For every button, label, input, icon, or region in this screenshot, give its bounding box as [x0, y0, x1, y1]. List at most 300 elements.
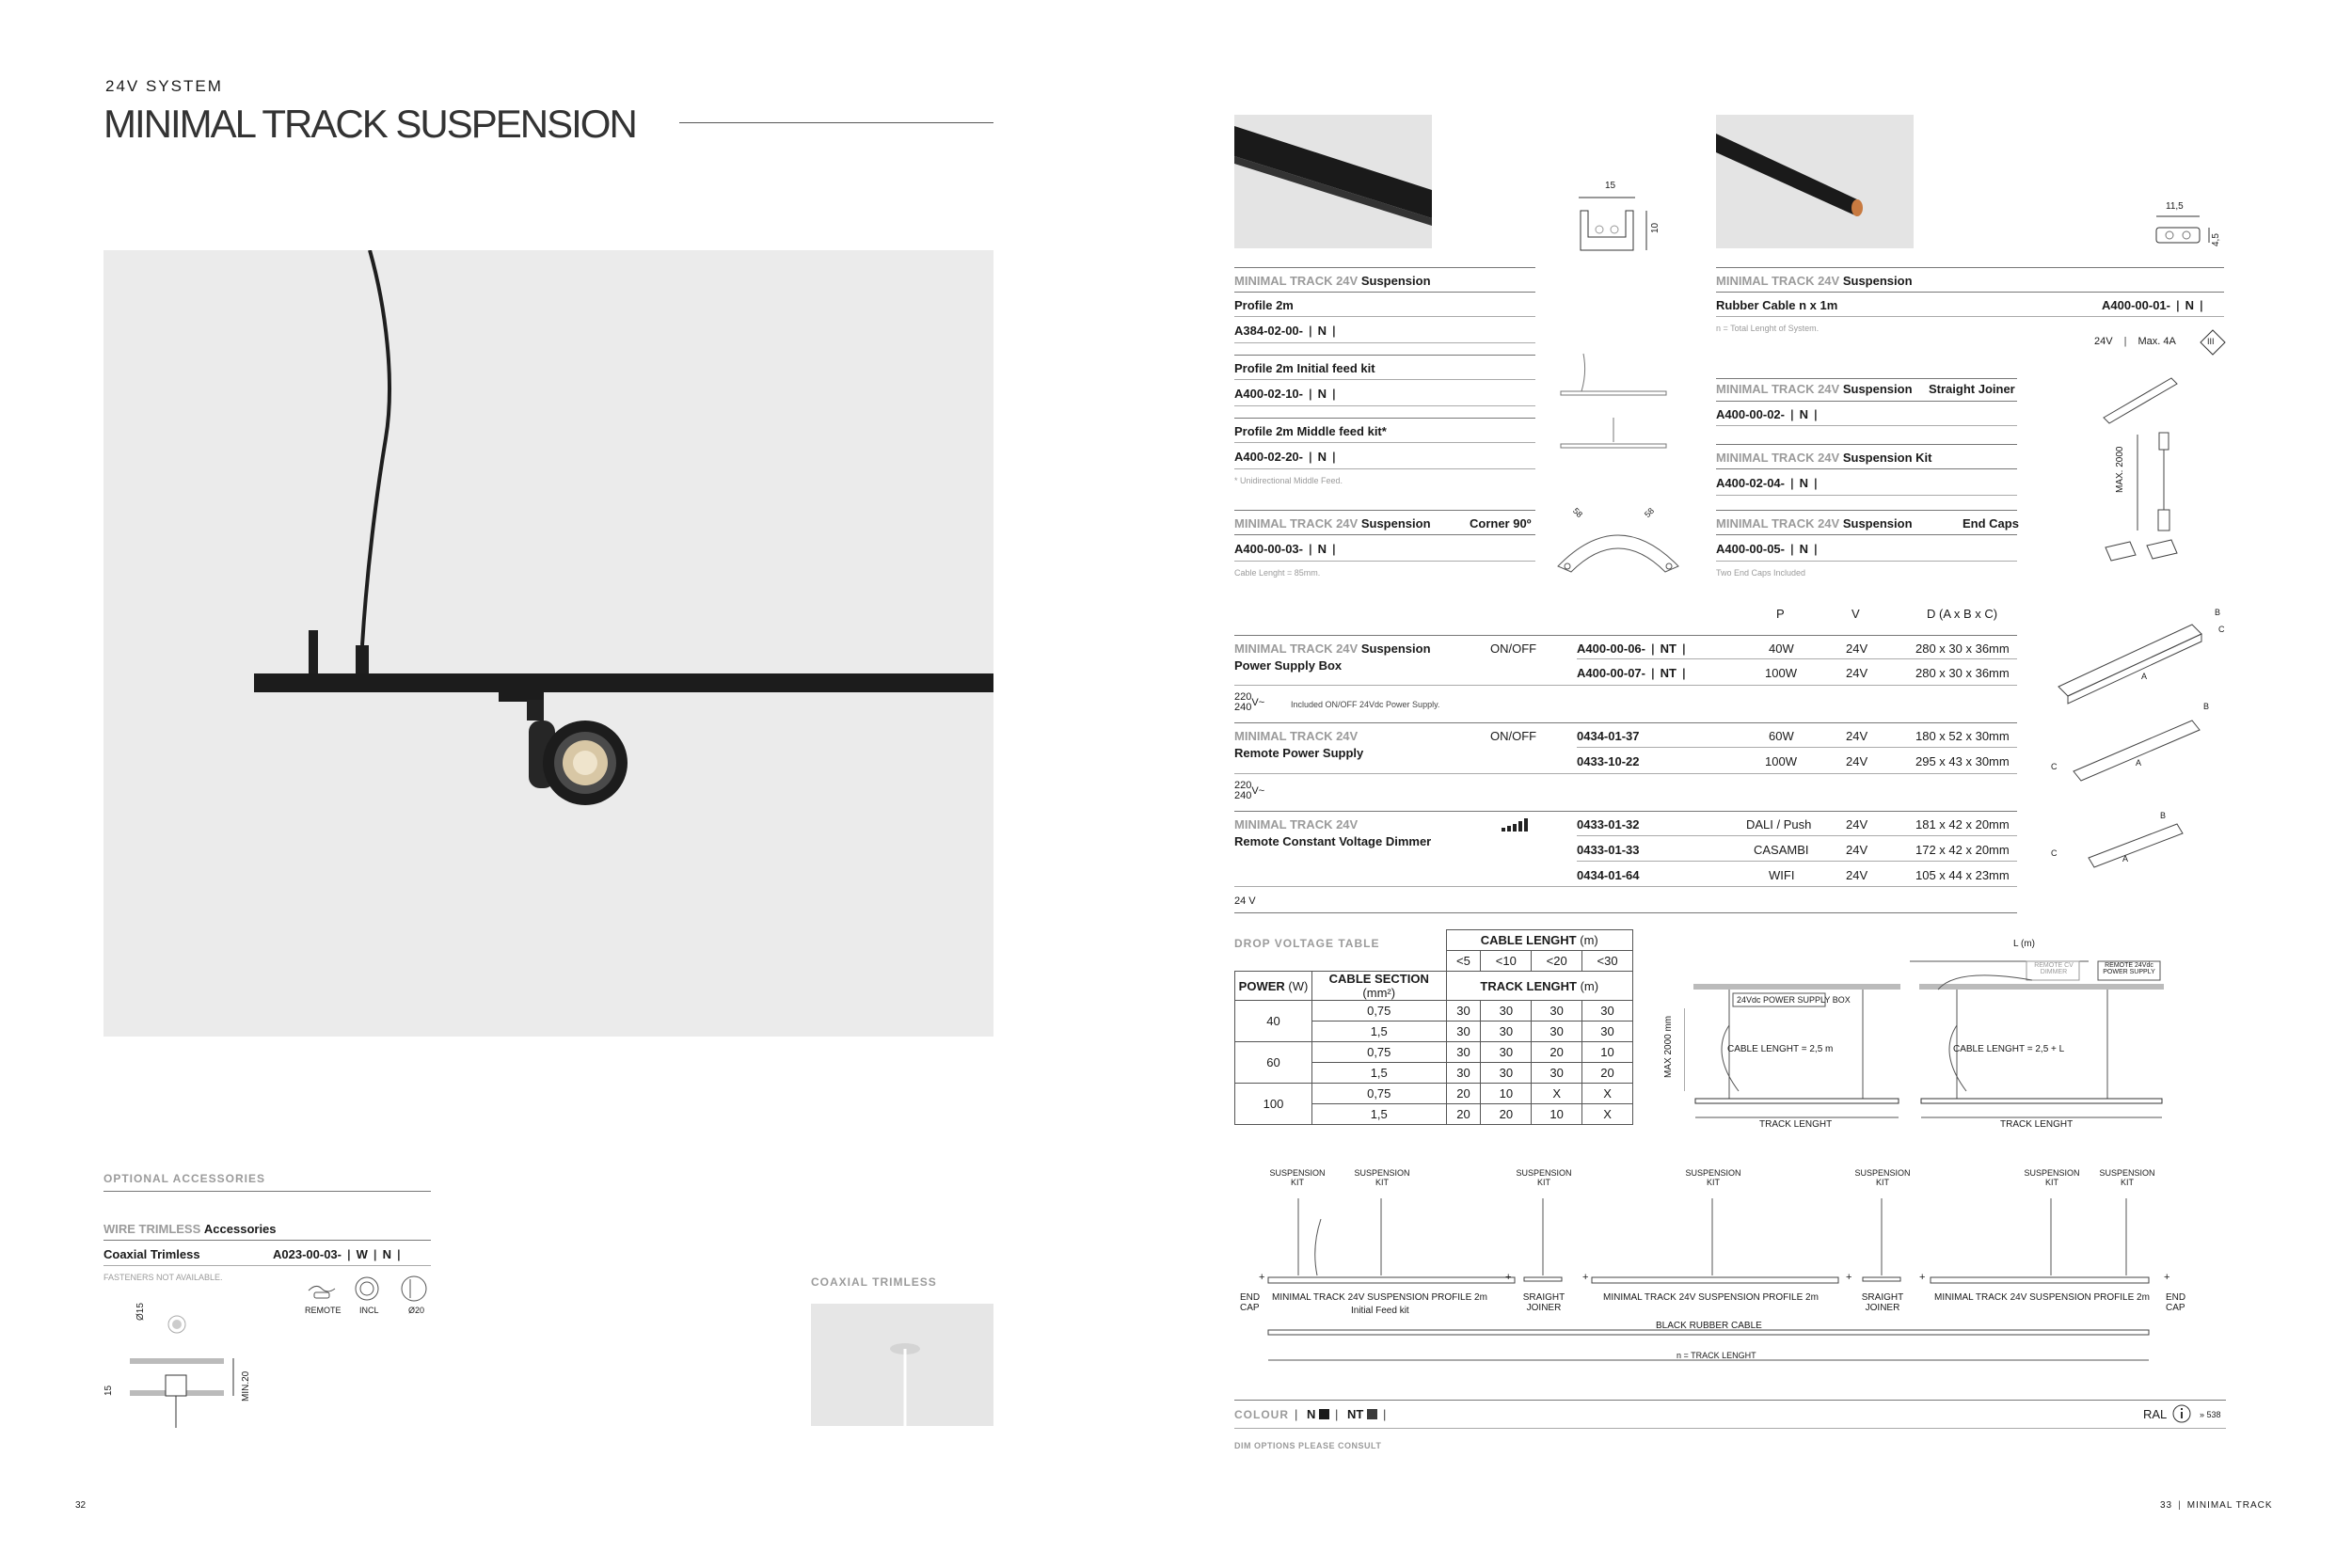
assembly-profile-2: MINIMAL TRACK 24V SUSPENSION PROFILE 2m: [1603, 1292, 1819, 1303]
dim-a-2: A: [2136, 758, 2142, 768]
divider: [103, 1265, 431, 1266]
divider: [1234, 534, 1535, 535]
wire-trimless-grey: WIRE TRIMLESS: [103, 1222, 201, 1236]
header-p: P: [1776, 607, 1785, 621]
psu-code: A400-00-07-: [1577, 666, 1645, 680]
col-1: <5: [1446, 951, 1481, 972]
dimmer-p-2: CASAMBI: [1754, 843, 1809, 857]
plus-3: +: [1582, 1272, 1589, 1283]
psu-p-1: 40W: [1769, 641, 1794, 656]
system-label: 24V SYSTEM: [105, 77, 223, 95]
assembly-kit-3: SUSPENSION KIT: [1516, 1168, 1572, 1187]
unit-m: (m): [1580, 978, 1599, 993]
finish: N: [1799, 476, 1809, 490]
remote-psu-code-2: 0433-10-22: [1577, 754, 1640, 768]
psu-d-2: 280 x 30 x 36mm: [1915, 666, 2010, 680]
col-2: <10: [1481, 951, 1532, 972]
suspension-label: Suspension: [1842, 274, 1913, 288]
divider: [103, 1240, 431, 1241]
track-length-header: TRACK LENGHT: [1480, 978, 1577, 993]
value-cell: 30: [1532, 1022, 1582, 1042]
coaxial-top-view: [166, 1313, 188, 1336]
finish: N: [1317, 324, 1327, 338]
table-row: [1235, 1001, 1633, 1022]
remote-icon: [309, 1286, 335, 1298]
divider: [1716, 292, 2224, 293]
assembly-cable: BLACK RUBBER CABLE: [1656, 1321, 1762, 1331]
wiring-remote-psu: REMOTE 24Vdc POWER SUPPLY: [2103, 962, 2155, 975]
wiring-cable2: CABLE LENGHT = 2,5 + L: [1953, 1044, 2065, 1054]
col-4: <30: [1582, 951, 1633, 972]
value-cell: 10: [1582, 1042, 1633, 1063]
profile-dim-h: 10: [1650, 222, 1661, 233]
signal-bars-icon: [1502, 818, 1530, 832]
rubber-volt: 24V: [2094, 336, 2113, 347]
remote-psu-code-1: 0434-01-37: [1577, 729, 1640, 743]
profile-photo: [1234, 115, 1432, 248]
table-row: [1235, 1042, 1633, 1063]
dim-b-1: B: [2215, 608, 2221, 617]
suspension-label: Suspension: [1360, 641, 1431, 656]
drop-voltage-title: DROP VOLTAGE TABLE: [1234, 937, 1380, 950]
profile-dim-w: 15: [1605, 181, 1616, 191]
section-unit: (mm²): [1362, 986, 1396, 1000]
dimmer-v-1: 24V: [1846, 817, 1868, 832]
remote-psu-d-2: 295 x 43 x 30mm: [1915, 754, 2010, 768]
section-header: CABLE SECTION: [1328, 972, 1429, 986]
power-cell: 100: [1235, 1084, 1312, 1125]
series-label: MINIMAL TRACK 24V: [1716, 274, 1840, 288]
finish-n: N: [382, 1247, 391, 1261]
unit-m: (m): [1580, 933, 1598, 947]
remote-psu-series: MINIMAL TRACK 24V: [1234, 729, 1359, 743]
value-cell: 10: [1481, 1084, 1532, 1104]
icon-label-d20: Ø20: [408, 1306, 425, 1315]
value-cell: 20: [1481, 1104, 1532, 1125]
value-cell: 20: [1532, 1042, 1582, 1063]
series-label: MINIMAL TRACK 24V: [1234, 516, 1359, 531]
coaxial-code: A023-00-03-: [273, 1247, 342, 1261]
coaxial-name: Coaxial Trimless: [103, 1247, 200, 1261]
remote-psu-v-2: 24V: [1846, 754, 1868, 768]
value-cell: X: [1582, 1084, 1633, 1104]
rubber-dim-h: 4,5: [2211, 233, 2221, 246]
plus-1: +: [1259, 1272, 1265, 1283]
icon-label-incl: INCL: [359, 1306, 379, 1315]
assembly-kit-7: SUSPENSION KIT: [2099, 1168, 2155, 1187]
initial-feed-code-row: A400-02-10- | N |: [1234, 387, 1336, 401]
kit-code: A400-02-04-: [1716, 476, 1785, 490]
plus-4: +: [1846, 1272, 1852, 1283]
endcaps-name: End Caps: [1963, 516, 2019, 531]
rubber-dim-w: 11,5: [2166, 201, 2184, 212]
assembly-initial: Initial Feed kit: [1351, 1306, 1409, 1316]
endcaps-note: Two End Caps Included: [1716, 568, 1806, 578]
colour-nt: NT: [1347, 1407, 1364, 1421]
fasteners-note: FASTENERS NOT AVAILABLE.: [103, 1273, 223, 1282]
divider: [1234, 355, 1535, 356]
divider: [1234, 442, 1535, 443]
right-footer: 33 | MINIMAL TRACK: [2160, 1500, 2273, 1511]
dimmer-series: MINIMAL TRACK 24V: [1234, 817, 1359, 832]
kit-name: Suspension Kit: [1842, 451, 1932, 465]
swatch-nt: [1367, 1409, 1377, 1419]
coaxial-section-drawing: [117, 1353, 277, 1428]
middle-feed-title: Profile 2m Middle feed kit*: [1234, 424, 1387, 438]
joiner-heading: [1716, 382, 1913, 396]
middle-feed-code-row: A400-02-20- | N |: [1234, 450, 1336, 464]
finish-w: W: [356, 1247, 368, 1261]
assembly-n-track: n = TRACK LENGHT: [1677, 1351, 1756, 1360]
finish: NT: [1660, 641, 1677, 656]
corner-drawing: [1552, 504, 1684, 579]
divider: [1234, 635, 2017, 636]
class-iii-label: III: [2207, 337, 2215, 346]
remote-psu-p-1: 60W: [1769, 729, 1794, 743]
power-supply-drawings: [2051, 602, 2239, 884]
dimmer-v-3: 24V: [1846, 868, 1868, 882]
table-row: [1235, 1084, 1633, 1104]
dim-15: 15: [103, 1385, 114, 1396]
divider: [1716, 401, 2017, 402]
rubber-spec: 24V | Max. 4A: [2094, 336, 2176, 347]
voltage-top: 220: [1234, 691, 1252, 703]
dim-c-1: C: [2218, 625, 2225, 634]
assembly-endcap-right: END CAP: [2166, 1292, 2186, 1313]
series-label: MINIMAL TRACK 24V: [1716, 382, 1840, 396]
value-cell: 20: [1446, 1084, 1481, 1104]
divider: [1234, 510, 1535, 511]
header-v: V: [1851, 607, 1860, 621]
divider: [1716, 561, 2017, 562]
divider: [1716, 534, 2017, 535]
series-label: MINIMAL TRACK 24V: [1716, 451, 1840, 465]
title-rule: [679, 122, 993, 123]
track-light-illustration: [103, 250, 993, 1037]
assembly-kit-6: SUSPENSION KIT: [2024, 1168, 2080, 1187]
dimmer-name: Remote Constant Voltage Dimmer: [1234, 834, 1432, 848]
divider: [1234, 405, 1535, 406]
dim-c-2: C: [2051, 762, 2058, 771]
suspension-label: Suspension: [1842, 382, 1913, 396]
value-cell: 30: [1481, 1001, 1532, 1022]
page-title: MINIMAL TRACK SUSPENSION: [103, 102, 636, 146]
assembly-joiner-2: SRAIGHT JOINER: [1861, 1292, 1904, 1313]
rubber-code: A400-00-01-: [2102, 298, 2170, 312]
divider: [1716, 267, 2224, 268]
assembly-joiner-1: SRAIGHT JOINER: [1522, 1292, 1565, 1313]
divider: [1716, 378, 2017, 379]
psu-switch: ON/OFF: [1490, 641, 1537, 656]
rubber-max: Max. 4A: [2137, 336, 2176, 347]
suspension-label: Suspension: [1360, 516, 1431, 531]
series-label: MINIMAL TRACK 24V: [1234, 641, 1359, 656]
colour-row: COLOUR | N | NT |: [1234, 1407, 1387, 1421]
profile-section-drawing: [1577, 196, 1661, 261]
icon-label-remote: REMOTE: [305, 1306, 342, 1315]
initial-feed-code: A400-02-10-: [1234, 387, 1303, 401]
section-cell: 0,75: [1312, 1001, 1447, 1022]
dimmer-code-3: 0434-01-64: [1577, 868, 1640, 882]
dim-c-3: C: [2051, 848, 2058, 858]
corner-code: A400-00-03-: [1234, 542, 1303, 556]
divider: [1716, 444, 2017, 445]
power-cell: 40: [1235, 1001, 1312, 1042]
joiner-code: A400-00-02-: [1716, 407, 1785, 421]
section-cell: 0,75: [1312, 1042, 1447, 1063]
series-label: MINIMAL TRACK 24V: [1234, 274, 1359, 288]
value-cell: 30: [1582, 1001, 1633, 1022]
divider: [1716, 510, 2017, 511]
cable-length-header: CABLE LENGHT: [1480, 933, 1577, 947]
dimmer-p-3: WIFI: [1769, 868, 1795, 882]
divider: [1234, 342, 1535, 343]
value-cell: X: [1582, 1104, 1633, 1125]
wiring-remote-dimmer: REMOTE CV DIMMER: [2034, 962, 2074, 975]
divider: [1716, 468, 2017, 469]
assembly-profile-3: MINIMAL TRACK 24V SUSPENSION PROFILE 2m: [1934, 1292, 2150, 1303]
remote-psu-switch: ON/OFF: [1490, 729, 1537, 743]
finish: NT: [1660, 666, 1677, 680]
psu-voltage: [1234, 692, 1264, 713]
value-cell: 30: [1446, 1042, 1481, 1063]
divider: [103, 1191, 431, 1192]
corner-code-row: A400-00-03- | N |: [1234, 542, 1336, 556]
dim-min20: MIN.20: [241, 1370, 251, 1402]
right-footer-title: MINIMAL TRACK: [2186, 1500, 2273, 1511]
divider: [1234, 292, 1535, 293]
right-page-number: 33: [2160, 1500, 2173, 1511]
corner-name: Corner 90º: [1470, 516, 1532, 531]
kit-code-row: A400-02-04- | N |: [1716, 476, 1818, 490]
wiring-cable1: CABLE LENGHT = 2,5 m: [1727, 1044, 1834, 1054]
endcaps-code: A400-00-05-: [1716, 542, 1785, 556]
optional-accessories-heading: OPTIONAL ACCESSORIES: [103, 1172, 266, 1185]
psu-name: Power Supply Box: [1234, 658, 1343, 673]
voltage-symbol: V~: [1251, 697, 1265, 708]
section-cell: 1,5: [1312, 1104, 1447, 1125]
profile-code: A384-02-00-: [1234, 324, 1303, 338]
psu-p-2: 100W: [1765, 666, 1797, 680]
dimmer-v-2: 24V: [1846, 843, 1868, 857]
voltage-bottom: 240: [1234, 790, 1252, 801]
power-cell: 60: [1235, 1042, 1312, 1084]
voltage-top: 220: [1234, 780, 1252, 791]
info-icon[interactable]: [2171, 1403, 2192, 1424]
col-3: <20: [1532, 951, 1582, 972]
assembly-kit-2: SUSPENSION KIT: [1354, 1168, 1410, 1187]
value-cell: 30: [1446, 1022, 1481, 1042]
psu-row-1: A400-00-06- | NT |: [1577, 641, 1686, 656]
psu-heading: [1234, 641, 1431, 656]
dim-a-3: A: [2122, 854, 2129, 863]
divider: [1716, 316, 2224, 317]
divider: [1234, 685, 2017, 686]
dimmer-voltage: 24 V: [1234, 895, 1256, 907]
profile-code-row: A384-02-00- | N |: [1234, 324, 1336, 338]
voltage-bottom: 240: [1234, 702, 1252, 713]
power-unit: (W): [1288, 978, 1309, 993]
assembly-kit-4: SUSPENSION KIT: [1685, 1168, 1741, 1187]
corner-dim-left: 58: [1570, 505, 1585, 520]
rubber-title: Rubber Cable n x 1m: [1716, 298, 1838, 312]
wire-trimless-dark: Accessories: [203, 1222, 277, 1236]
value-cell: 30: [1446, 1063, 1481, 1084]
plus-6: +: [2164, 1272, 2170, 1283]
assembly-profile-1: MINIMAL TRACK 24V SUSPENSION PROFILE 2m: [1272, 1292, 1487, 1303]
divider: [1234, 722, 2017, 723]
ral-label: RAL: [2143, 1407, 2168, 1421]
finish: N: [1799, 542, 1809, 556]
value-cell: X: [1532, 1084, 1582, 1104]
value-cell: 20: [1446, 1104, 1481, 1125]
dim-options-note: DIM OPTIONS PLEASE CONSULT: [1234, 1441, 1382, 1450]
swatch-n: [1319, 1409, 1329, 1419]
product-photo: [103, 250, 993, 1037]
divider: [1234, 1428, 2226, 1429]
value-cell: 30: [1481, 1042, 1532, 1063]
rubber-cable-photo: [1716, 115, 1914, 248]
profile-title: Profile 2m: [1234, 298, 1294, 312]
corner-heading: [1234, 516, 1431, 531]
series-label: MINIMAL TRACK 24V: [1716, 516, 1840, 531]
finish: N: [2185, 298, 2195, 312]
dimmer-p-1: DALI / Push: [1746, 817, 1812, 832]
divider: [1577, 747, 2017, 748]
power-header: POWER: [1238, 978, 1285, 993]
value-cell: 30: [1532, 1063, 1582, 1084]
section-cell: 0,75: [1312, 1084, 1447, 1104]
wiring-track1: TRACK LENGHT: [1759, 1119, 1833, 1130]
assembly-endcap-left: END CAP: [1240, 1292, 1261, 1313]
divider: [1234, 886, 2017, 887]
value-cell: 10: [1532, 1104, 1582, 1125]
colour-label: COLOUR: [1234, 1408, 1289, 1421]
dimmer-code-2: 0433-01-33: [1577, 843, 1640, 857]
divider: [1234, 418, 1535, 419]
colour-n: N: [1307, 1407, 1316, 1421]
incl-icon: [356, 1277, 378, 1300]
psu-v-2: 24V: [1846, 666, 1868, 680]
initial-feed-title: Profile 2m Initial feed kit: [1234, 361, 1375, 375]
middle-feed-code: A400-02-20-: [1234, 450, 1303, 464]
wiring-psu-box: 24Vdc POWER SUPPLY BOX: [1737, 995, 1851, 1005]
kit-max-dim: MAX. 2000: [2115, 446, 2125, 493]
wire-trimless-heading: [103, 1222, 277, 1236]
psu-v-1: 24V: [1846, 641, 1868, 656]
value-cell: 30: [1481, 1063, 1532, 1084]
section-cell: 1,5: [1312, 1022, 1447, 1042]
dimmer-code-1: 0433-01-32: [1577, 817, 1640, 832]
page-reference: » 538: [2200, 1410, 2221, 1419]
middle-feed-note: * Unidirectional Middle Feed.: [1234, 476, 1343, 485]
dim-a-1: A: [2141, 672, 2148, 681]
plus-2: +: [1505, 1272, 1512, 1283]
finish: N: [1317, 387, 1327, 401]
left-page-number: 32: [75, 1500, 87, 1511]
section-cell: 1,5: [1312, 1063, 1447, 1084]
header-d: D (A x B x C): [1927, 607, 1998, 621]
divider: [1234, 316, 1535, 317]
rubber-note: n = Total Lenght of System.: [1716, 324, 1820, 333]
dim-b-2: B: [2203, 702, 2210, 711]
profile-heading: [1234, 274, 1431, 288]
value-cell: 30: [1481, 1022, 1532, 1042]
voltage-symbol: V~: [1251, 785, 1265, 797]
psu-row-2: A400-00-07- | NT |: [1577, 666, 1686, 680]
dimmer-d-3: 105 x 44 x 23mm: [1915, 868, 2010, 882]
divider: [1716, 495, 2017, 496]
value-cell: 30: [1532, 1001, 1582, 1022]
dimmer-d-1: 181 x 42 x 20mm: [1915, 817, 2010, 832]
dim-b-3: B: [2160, 811, 2167, 820]
feed-kit-drawings: [1557, 350, 1670, 463]
psu-d-1: 280 x 30 x 36mm: [1915, 641, 2010, 656]
divider: [1234, 267, 1535, 268]
joiner-code-row: A400-00-02- | N |: [1716, 407, 1818, 421]
endcaps-heading: [1716, 516, 1913, 531]
divider: [1577, 835, 2017, 836]
divider: [1234, 1400, 2226, 1401]
divider: [1234, 468, 1535, 469]
finish: N: [1799, 407, 1809, 421]
drop-voltage-table: [1234, 929, 1633, 1125]
assembly-diagram: [1242, 1187, 2183, 1375]
value-cell: 30: [1582, 1022, 1633, 1042]
plus-5: +: [1919, 1272, 1926, 1283]
psu-code: A400-00-06-: [1577, 641, 1645, 656]
remote-psu-p-2: 100W: [1765, 754, 1797, 768]
wiring-track2: TRACK LENGHT: [2000, 1119, 2074, 1130]
coaxial-code-row: A023-00-03- | W | N |: [273, 1247, 401, 1261]
dimmer-d-2: 172 x 42 x 20mm: [1915, 843, 2010, 857]
divider: [1716, 425, 2017, 426]
suspension-label: Suspension: [1842, 516, 1913, 531]
assembly-kit-1: SUSPENSION KIT: [1269, 1168, 1326, 1187]
endcaps-code-row: A400-00-05- | N |: [1716, 542, 1818, 556]
remote-psu-d-1: 180 x 52 x 30mm: [1915, 729, 2010, 743]
kit-heading: [1716, 451, 1931, 465]
divider: [1234, 561, 1535, 562]
value-cell: 20: [1582, 1063, 1633, 1084]
rubber-code-row: A400-00-01- | N |: [2102, 298, 2203, 312]
rubber-heading: [1716, 274, 1913, 288]
remote-psu-voltage: [1234, 781, 1264, 801]
value-cell: 30: [1446, 1001, 1481, 1022]
wiring-max: MAX 2000 mm: [1663, 1015, 1674, 1078]
divider: [1577, 861, 2017, 862]
wiring-lm: L (m): [2013, 939, 2035, 949]
coaxial-photo: [811, 1304, 993, 1426]
divider: [1577, 658, 2017, 659]
psu-note: Included ON/OFF 24Vdc Power Supply.: [1291, 700, 1440, 709]
finish: N: [1317, 542, 1327, 556]
diameter-icon: [402, 1276, 426, 1301]
suspension-label: Suspension: [1360, 274, 1431, 288]
corner-note: Cable Lenght = 85mm.: [1234, 568, 1321, 578]
remote-psu-name: Remote Power Supply: [1234, 746, 1364, 760]
divider: [1234, 811, 2017, 812]
dim-d15: Ø15: [135, 1303, 146, 1321]
divider: [1234, 912, 2017, 913]
divider: [1234, 379, 1535, 380]
finish: N: [1317, 450, 1327, 464]
remote-psu-v-1: 24V: [1846, 729, 1868, 743]
assembly-kit-5: SUSPENSION KIT: [1854, 1168, 1911, 1187]
divider: [1234, 773, 2017, 774]
corner-dim-right: 58: [1642, 505, 1657, 520]
coaxial-trimless-label: COAXIAL TRIMLESS: [811, 1275, 937, 1289]
